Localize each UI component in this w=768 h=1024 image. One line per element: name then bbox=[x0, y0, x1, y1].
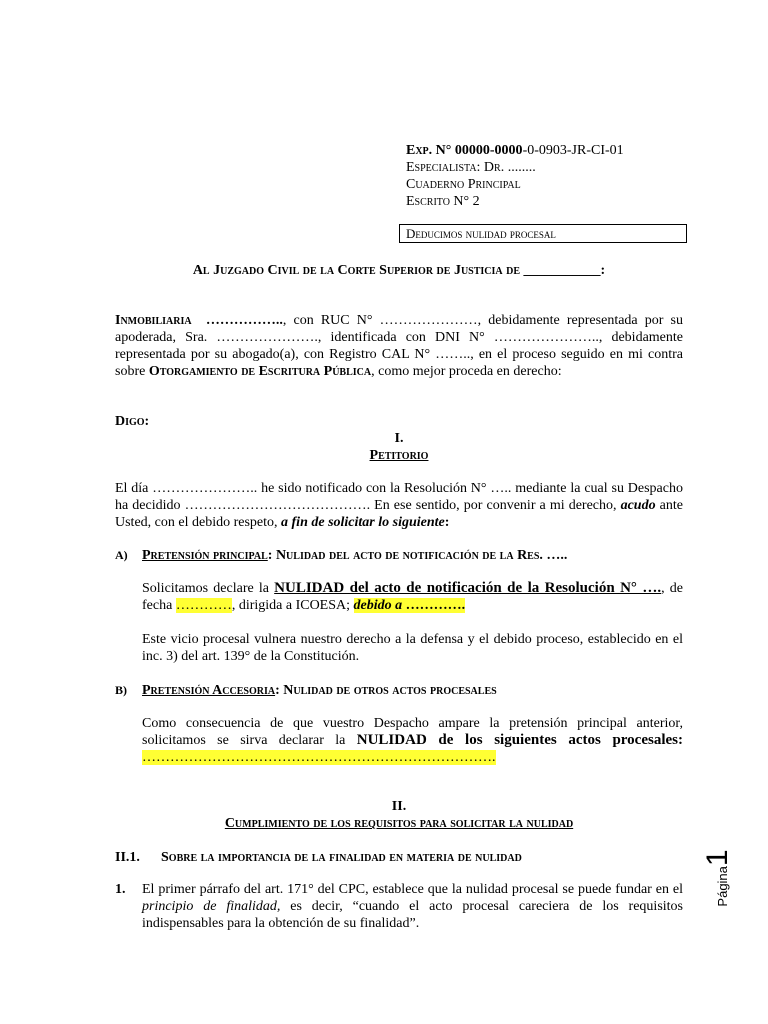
item-b-p1-dots: …………………………………………………………………. bbox=[142, 750, 496, 765]
page-digit: 1 bbox=[701, 849, 734, 867]
item-a-paragraph-2: Este vicio procesal vulnera nuestro derecho a la defensa y el debido proceso, establecido en el inc. 3) del art. 139° de la Constitución. bbox=[142, 632, 683, 664]
item-b-p1-text-1: Como consecuencia de que vuestro Despacho ampare la pretensión principal anterior, solicitamos se sirva declarar la bbox=[142, 716, 683, 748]
point-1-text bbox=[142, 881, 683, 932]
case-number bbox=[406, 142, 696, 159]
item-b-title bbox=[142, 682, 682, 699]
item-a-p1-debido: debido a bbox=[353, 598, 403, 613]
item-a-paragraph-1 bbox=[142, 580, 683, 614]
point-1-number: 1. bbox=[115, 882, 126, 897]
point-1-italic: principio de finalidad, bbox=[142, 899, 281, 914]
petition-colon: : bbox=[444, 515, 450, 530]
item-a-title-rest: : Nulidad del acto de notificación de la Res. ….. bbox=[267, 548, 568, 563]
item-a-p1-text-2: , de fecha bbox=[142, 581, 684, 613]
item-b-title-underlined: Pretensión Accesoria bbox=[142, 683, 276, 698]
section-2-number: II. bbox=[391, 799, 407, 814]
notebook-line: Cuaderno Principal bbox=[406, 177, 521, 192]
item-a-p1-highlight-1: ………… bbox=[175, 598, 232, 613]
section-1-title: Petitorio bbox=[369, 448, 429, 463]
case-number-rest: -0-0903-JR-CI-01 bbox=[522, 143, 624, 158]
item-a-p1-text-1: Solicitamos declare la bbox=[142, 581, 275, 596]
case-matter: Otorgamiento de Escritura Pública bbox=[148, 364, 372, 379]
point-1-text-2: es decir, “cuando el acto procesal careciera de los requisitos indispensables para la obtención de su finalidad”. bbox=[142, 899, 683, 931]
item-b-p1-bold: NULIDAD de los siguientes actos procesales: bbox=[356, 732, 683, 748]
section-2-title: Cumplimiento de los requisitos para solicitar la nulidad bbox=[224, 816, 574, 831]
item-a-title-underlined: Pretensión principal bbox=[142, 548, 268, 563]
item-b-paragraph-1 bbox=[142, 715, 683, 766]
filing-number-line: Escrito N° 2 bbox=[406, 194, 480, 209]
item-a-label: A) bbox=[115, 548, 128, 562]
subject-box: Deducimos nulidad procesal bbox=[399, 224, 687, 243]
intro-text-1: , con RUC N° …………………, debidamente representada por su apoderada, Sra. …………………., identificada con DNI N° ………………….., debidamente representada por su abogado(a), con Registro CAL N° …….., en el proceso seguido en mi contra sobre bbox=[115, 313, 684, 379]
company-dots: …………….. bbox=[205, 313, 283, 328]
item-a-p1-text-3: , dirigida a ICOESA; bbox=[231, 598, 354, 613]
company-label: Inmobiliaria bbox=[115, 313, 192, 328]
subsection-ii-1-title: Sobre la importancia de la finalidad en materia de nulidad bbox=[161, 850, 522, 865]
subsection-ii-1-number: II.1. bbox=[115, 850, 140, 865]
section-1-number: I. bbox=[394, 431, 404, 446]
court-addressee bbox=[115, 262, 683, 279]
item-b-label: B) bbox=[115, 683, 127, 697]
petition-fin: a fin de solicitar lo siguiente bbox=[281, 515, 445, 530]
item-b-title-rest: : Nulidad de otros actos procesales bbox=[275, 683, 497, 698]
item-a-p1-highlight-2: …………. bbox=[405, 598, 466, 613]
page-word: Página bbox=[715, 866, 730, 907]
petition-paragraph bbox=[115, 480, 683, 531]
court-addressee-text: Al Juzgado Civil de la Corte Superior de Justicia de bbox=[192, 263, 521, 278]
intro-paragraph bbox=[115, 312, 683, 380]
case-number-bold: 00000-0000 bbox=[454, 143, 523, 158]
point-1-text-1: El primer párrafo del art. 171° del CPC, establece que la nulidad procesal se puede fundar en el bbox=[142, 882, 683, 897]
page-number bbox=[700, 838, 740, 918]
petition-text-2: ante Usted, con el debido respeto, bbox=[115, 498, 683, 530]
section-1-title-wrap bbox=[115, 447, 683, 464]
section-2-title-wrap bbox=[115, 815, 683, 832]
item-a-p1-bold: NULIDAD del acto de notificación de la Resolución N° …. bbox=[274, 580, 662, 596]
item-a-title bbox=[142, 547, 682, 564]
court-colon: : bbox=[600, 263, 606, 278]
petition-text-1: El día ………………….. he sido notificado con la Resolución N° ….. mediante la cual su Despacho ha decidido …………………………………. En ese sentido, por convenir a mi derecho, bbox=[115, 481, 683, 513]
case-header bbox=[406, 142, 696, 210]
intro-text-2: , como mejor proceda en derecho: bbox=[371, 364, 562, 379]
case-number-label: Exp. N° bbox=[406, 143, 452, 158]
petition-acudo: acudo bbox=[620, 498, 656, 513]
digo-heading: Digo: bbox=[115, 414, 150, 429]
court-blank: ___________ bbox=[523, 263, 601, 278]
specialist-line: Especialista: Dr. ........ bbox=[406, 160, 536, 175]
